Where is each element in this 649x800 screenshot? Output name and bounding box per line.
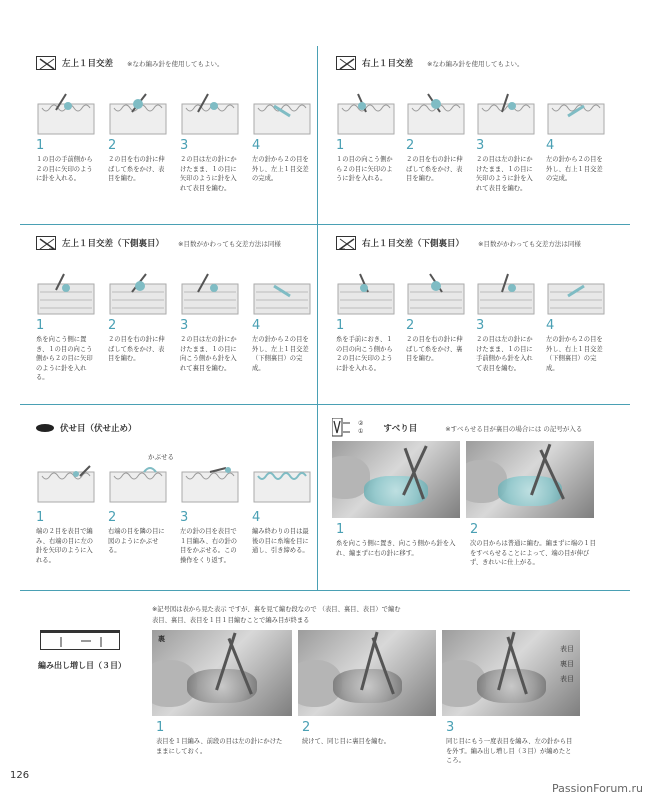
knit-illustration xyxy=(546,270,606,316)
knit-illustration xyxy=(36,462,96,508)
section-note: ※目数がかわっても交差方法は同様 xyxy=(478,239,581,248)
section-title: すべり目 xyxy=(383,424,418,434)
knit-illustration xyxy=(36,270,96,316)
increase-step-1 xyxy=(156,718,290,756)
step-description: ２の目は左の針にかけたまま、１の目に矢印のように針を入れて表目を編む。 xyxy=(476,156,533,192)
knit-illustration xyxy=(180,270,240,316)
divider-horizontal-1 xyxy=(20,224,630,225)
divider-horizontal-2 xyxy=(20,404,630,405)
increase-title: 編み出し増し目（３目） xyxy=(38,661,126,670)
step-description: 左の針から２の目を外し、右上１目交差（下側裏目）の完成。 xyxy=(546,336,603,372)
section-note: ※目数がかわっても交差方法は同様 xyxy=(178,239,281,248)
step-2 xyxy=(108,90,170,193)
step-2 xyxy=(406,270,468,373)
slip-symbol-label-2: ② xyxy=(358,420,364,427)
increase-note-2: 表目、裏目、表目を１目１目編むことで編み目が終まる xyxy=(152,617,310,624)
step-1 xyxy=(336,90,398,193)
increase-step-3 xyxy=(446,718,580,766)
step-number: 1 xyxy=(336,138,345,153)
step-description: ２の目を右の針に伸ばして糸をかけ、表目を編む。 xyxy=(108,156,165,182)
step-4 xyxy=(546,270,608,373)
step-number: 4 xyxy=(252,318,261,333)
knit-illustration xyxy=(406,270,466,316)
knit-illustration xyxy=(108,90,168,136)
knit-illustration xyxy=(252,90,312,136)
step-number: 3 xyxy=(476,138,485,153)
step-description: 続けて、同じ目に裏目を編む。 xyxy=(302,738,391,745)
knit-illustration xyxy=(180,462,240,508)
page-number: 126 xyxy=(10,770,30,781)
step-description: 左の針から２の目を外し、左上１目交差（下側裏目）の完成。 xyxy=(252,336,309,372)
step-3 xyxy=(180,90,242,193)
increase-photo-1 xyxy=(152,630,292,716)
step-description: 端の２目を表目で編み、右端の目に左の針を矢印のように入れる。 xyxy=(36,528,94,564)
slip-step-1 xyxy=(336,520,460,558)
slip-photo-2 xyxy=(466,441,594,518)
slip-photo-1 xyxy=(332,441,460,518)
section-header-left-cross xyxy=(36,56,223,70)
step-description: ２の目を右の針に伸ばして糸をかけ、表目を編む。 xyxy=(108,336,165,362)
step-2 xyxy=(406,90,468,193)
step-3 xyxy=(180,462,242,565)
kabuseru-label: かぶせる xyxy=(148,453,174,461)
step-number: 1 xyxy=(336,318,345,333)
cross-right-symbol-icon xyxy=(336,56,356,70)
step-description: 糸を向こう側に置き、向こう側から針を入れ、編まずに右の針に移す。 xyxy=(336,540,456,557)
step-number: 4 xyxy=(546,318,555,333)
step-4 xyxy=(252,90,314,193)
section-header-right-cross xyxy=(336,56,523,70)
step-4 xyxy=(546,90,608,193)
section-header-left-cross-purl xyxy=(36,236,281,250)
knit-illustration xyxy=(252,270,312,316)
steps-left-cross xyxy=(36,90,314,193)
section-note: ※なわ編み針を使用してもよい。 xyxy=(427,59,524,68)
step-number: 3 xyxy=(180,138,189,153)
stitch-label-purl: 裏目 xyxy=(560,660,574,668)
increase-symbol-icon xyxy=(40,630,120,650)
step-number: 2 xyxy=(302,720,311,735)
knit-illustration xyxy=(476,270,536,316)
knit-illustration xyxy=(252,462,312,508)
increase-note-1: ※記号図は表から見た表示 ですが、裏を見て編む段なので （表目、裏目、表目）で編む xyxy=(152,606,401,613)
section-note: ※なわ編み針を使用してもよい。 xyxy=(127,59,224,68)
knit-illustration xyxy=(108,270,168,316)
stitch-label-knit-2: 表目 xyxy=(560,675,574,683)
step-description: ２の目は左の針にかけたまま、１の目に向こう側から針を入れて裏目を編む。 xyxy=(180,336,237,372)
step-number: 3 xyxy=(180,318,189,333)
slip-symbol-label-1: ① xyxy=(358,428,364,435)
step-4 xyxy=(252,462,314,565)
knit-illustration xyxy=(476,90,536,136)
photo-label-back: 裏 xyxy=(158,635,165,643)
step-3 xyxy=(476,270,538,373)
step-number: 4 xyxy=(546,138,555,153)
knit-illustration xyxy=(546,90,606,136)
steps-right-cross-purl xyxy=(336,270,608,373)
step-number: 4 xyxy=(252,510,261,525)
knit-illustration xyxy=(36,90,96,136)
step-description: ２の目を右の針に伸ばして糸をかけ、裏目を編む。 xyxy=(406,336,463,362)
stitch-label-knit-1: 表目 xyxy=(560,645,574,653)
step-3 xyxy=(476,90,538,193)
cross-left-symbol-icon xyxy=(36,56,56,70)
step-number: 3 xyxy=(476,318,485,333)
divider-vertical-lower xyxy=(317,404,318,590)
increase-step-2 xyxy=(302,718,436,747)
step-1 xyxy=(336,270,398,373)
step-description: 表目を１目編み、前段の目は左の針にかけたままにしておく。 xyxy=(156,738,283,755)
step-1 xyxy=(36,270,98,383)
step-1 xyxy=(36,462,98,565)
step-2 xyxy=(108,462,170,565)
knit-illustration xyxy=(180,90,240,136)
section-title: 右上１目交差（下側裏目） xyxy=(362,239,465,249)
section-note: ※すべらせる目が裏目の場合には の記号が入る xyxy=(445,424,583,433)
steps-right-cross xyxy=(336,90,608,193)
step-description: 左の針から２の目を外し、左上１目交差の完成。 xyxy=(252,156,309,182)
knit-illustration xyxy=(336,90,396,136)
step-description: ２の目は左の針にかけたまま、１の目に矢印のように針を入れて表目を編む。 xyxy=(180,156,237,192)
cross-left-purl-symbol-icon xyxy=(36,236,56,250)
step-3 xyxy=(180,270,242,383)
step-description: ２の目を右の針に伸ばして糸をかけ、表目を編む。 xyxy=(406,156,463,182)
step-number: 3 xyxy=(180,510,189,525)
watermark: PassionForum.ru xyxy=(552,782,643,795)
steps-left-cross-purl xyxy=(36,270,314,383)
cross-right-purl-symbol-icon xyxy=(336,236,356,250)
divider-vertical-middle xyxy=(317,224,318,404)
section-header-bind-off xyxy=(36,422,137,434)
step-1 xyxy=(36,90,98,193)
step-2 xyxy=(108,270,170,383)
step-description: 糸を手前におき、１の目の向こう側から２の目に矢印のように針を入れる。 xyxy=(336,336,393,372)
increase-photo-3 xyxy=(442,630,580,716)
step-number: 2 xyxy=(108,510,117,525)
section-header-right-cross-purl xyxy=(336,236,581,250)
step-number: 1 xyxy=(36,510,45,525)
step-number: 2 xyxy=(108,318,117,333)
step-description: 左の針の目を表目で１目編み、右の針の目をかぶせる。この操作をくり返す。 xyxy=(180,528,238,564)
step-number: 3 xyxy=(446,720,455,735)
step-description: 糸を向こう側に置き、１の目の向こう側から２の目に矢印のように針を入れる。 xyxy=(36,336,93,381)
step-number: 2 xyxy=(406,318,415,333)
step-description: １の目の向こう側から２の目に矢印のように針を入れる。 xyxy=(336,156,393,182)
slip-step-2 xyxy=(470,520,598,568)
step-description: 左の針から２の目を外し、右上１目交差の完成。 xyxy=(546,156,603,182)
step-number: 4 xyxy=(252,138,261,153)
step-description: 次の目からは普通に編む。編まずに端の１目をすべらせることによって、端の目が伸びず、きれいに仕上がる。 xyxy=(470,540,596,566)
step-number: 2 xyxy=(406,138,415,153)
slip-symbol-icon xyxy=(332,418,358,438)
step-description: 編み終わりの目は最後の目に糸端を目に通し、引き締める。 xyxy=(252,528,309,554)
step-description: ２の目は左の針にかけたまま、１の目に手前側から針を入れて表目を編む。 xyxy=(476,336,533,372)
step-number: 2 xyxy=(108,138,117,153)
step-number: 1 xyxy=(156,720,165,735)
step-description: 右端の目を隣の目に図のようにかぶせる。 xyxy=(108,528,165,554)
section-title: 左上１目交差 xyxy=(62,59,114,69)
knit-illustration xyxy=(336,270,396,316)
step-number: 1 xyxy=(336,522,345,537)
section-title: 伏せ目（伏せ止め） xyxy=(60,424,137,434)
steps-bind-off xyxy=(36,462,314,565)
bind-off-symbol-icon xyxy=(36,424,54,432)
section-title: 右上１目交差 xyxy=(362,59,414,69)
divider-horizontal-3 xyxy=(20,590,630,591)
section-header-slip xyxy=(332,418,582,438)
knit-illustration xyxy=(406,90,466,136)
step-description: 同じ目にもう一度表目を編み、左の針から目を外す。編み出し増し目（３目）が編めたところ。 xyxy=(446,738,573,764)
divider-vertical-top xyxy=(317,46,318,224)
section-title: 左上１目交差（下側裏目） xyxy=(62,239,165,249)
step-number: 1 xyxy=(36,318,45,333)
knit-illustration xyxy=(108,462,168,508)
step-number: 1 xyxy=(36,138,45,153)
step-description: １の目の手前側から２の目に矢印のように針を入れる。 xyxy=(36,156,93,182)
step-4 xyxy=(252,270,314,383)
step-number: 2 xyxy=(470,522,479,537)
increase-photo-2 xyxy=(298,630,436,716)
